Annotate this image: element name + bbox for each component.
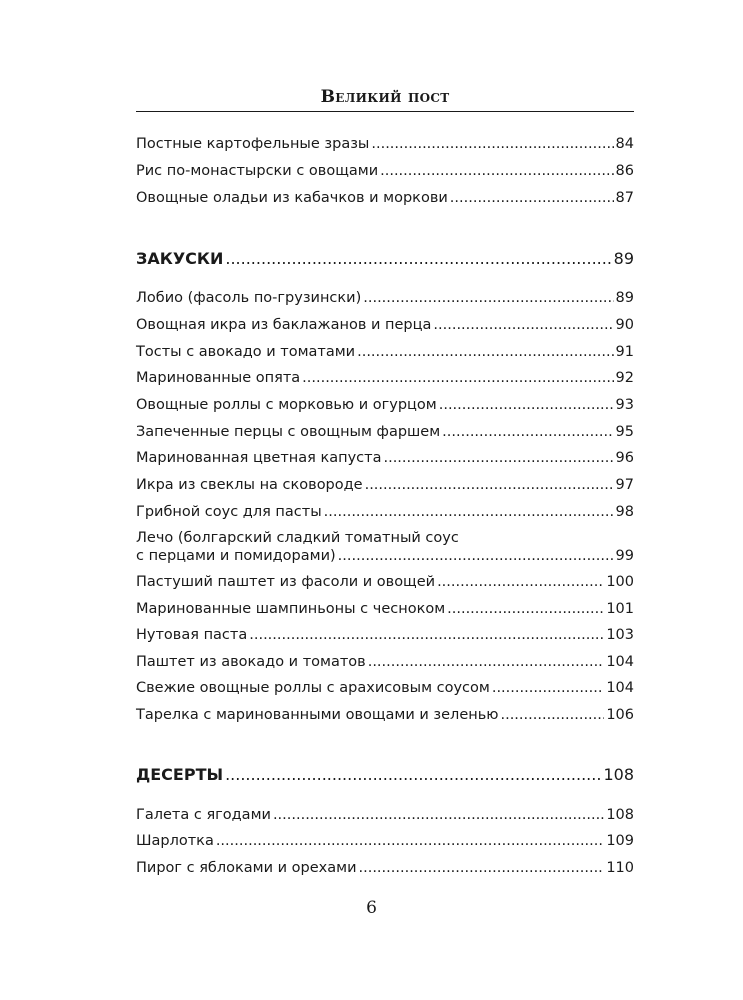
toc-entry-page: 93 [615,397,634,413]
dot-leader [302,369,613,387]
dot-leader [439,396,614,414]
toc-entry-title: Пирог с яблоками и орехами [136,860,357,876]
toc-entry [136,316,634,334]
toc-entry-title: Икра из свеклы на сковороде [136,477,363,493]
dot-leader [273,806,604,824]
toc-entry [136,369,634,387]
dot-leader [380,162,613,180]
toc-entry-title: Маринованные опята [136,370,301,386]
dot-leader [324,503,614,521]
dot-leader [437,573,604,591]
toc-entry-title: Постные картофельные зразы [136,136,370,152]
running-header: Великий пост [136,86,634,112]
toc-entry-page: 104 [606,680,634,696]
toc-entry [136,573,634,591]
toc-entry-page: 96 [615,450,634,466]
toc-entry [136,859,634,877]
toc-section-page: 89 [613,249,634,268]
page-number: 6 [366,898,377,918]
toc-entry-title: Шарлотка [136,833,214,849]
dot-leader [365,476,614,494]
toc-entry [136,396,634,414]
toc-entry [136,600,634,618]
dot-leader [225,766,601,784]
toc-entry [136,423,634,441]
toc-entry-page: 97 [615,477,634,493]
toc-entry-page: 98 [615,504,634,520]
dot-leader [371,135,613,153]
toc-entry [136,343,634,361]
toc-entry [136,679,634,697]
toc-section-title: ДЕСЕРТЫ [136,765,224,784]
toc-section [136,766,634,784]
toc-entry-title: Лобио (фасоль по-грузински) [136,290,362,306]
toc-section [136,250,634,268]
toc-entry-page: 86 [615,163,634,179]
dot-leader [359,859,605,877]
toc-entry-title: Овощные оладьи из кабачков и моркови [136,190,448,206]
toc-entry [136,626,634,644]
toc-entry-title-line2: с перцами и помидорами) [136,548,336,564]
toc-entry [136,289,634,307]
toc-section-title: ЗАКУСКИ [136,249,224,268]
dot-leader [500,706,604,724]
dot-leader [249,626,604,644]
dot-leader [433,316,613,334]
dot-leader [225,250,611,268]
toc-entry-page: 109 [606,833,634,849]
toc-entry-title: Галета с ягодами [136,807,271,823]
toc-entry-title: Маринованная цветная капуста [136,450,382,466]
toc-entry-title: Пастуший паштет из фасоли и овощей [136,574,436,590]
dot-leader [442,423,613,441]
toc-entry-title: Тарелка с маринованными овощами и зеленью [136,707,499,723]
toc-entry-page: 106 [606,707,634,723]
toc-entry [136,832,634,850]
toc-entry-title: Грибной соус для пасты [136,504,322,520]
dot-leader [447,600,604,618]
toc-entry [136,162,634,180]
toc-entry [136,547,634,565]
toc-entry [136,806,634,824]
toc-entry [136,706,634,724]
toc-entry-page: 108 [606,807,634,823]
toc-entry-title: Рис по-монастырски с овощами [136,163,379,179]
toc-entry [136,476,634,494]
dot-leader [368,653,605,671]
toc-entry-page: 95 [615,424,634,440]
toc-entry [136,653,634,671]
toc-entry-page: 110 [606,860,634,876]
toc-entry-title: Овощные роллы с морковью и огурцом [136,397,437,413]
toc-entry-title: Свежие овощные роллы с арахисовым соусом [136,680,490,696]
toc-entry-title: Запеченные перцы с овощным фаршем [136,424,441,440]
toc-section-page: 108 [603,765,634,784]
dot-leader [216,832,604,850]
toc-entry [136,449,634,467]
toc-entry-title: Овощная икра из баклажанов и перца [136,317,432,333]
toc-entry-page: 90 [615,317,634,333]
dot-leader [357,343,613,361]
toc-entry-page: 84 [615,136,634,152]
toc-entry-page: 100 [606,574,634,590]
toc-entry-page: 87 [615,190,634,206]
toc-entry-page: 99 [615,548,634,564]
dot-leader [338,547,614,565]
toc-entry-title: Паштет из авокадо и томатов [136,654,366,670]
toc-entry [136,503,634,521]
toc-entry [136,189,634,207]
toc-entry-page: 92 [615,370,634,386]
dot-leader [450,189,614,207]
toc-entry-title-line1: Лечо (болгарский сладкий томатный соус [136,530,459,546]
dot-leader [492,679,604,697]
toc-entry-title: Нутовая паста [136,627,248,643]
dot-leader [363,289,613,307]
dot-leader [383,449,613,467]
toc-entry-page: 104 [606,654,634,670]
toc-entry-page: 103 [606,627,634,643]
toc-entry-title: Тосты с авокадо и томатами [136,344,356,360]
toc-entry-page: 101 [606,601,634,617]
toc-entry-page: 91 [615,344,634,360]
toc-entry-title: Маринованные шампиньоны с чесноком [136,601,446,617]
toc-entry-page: 89 [615,290,634,306]
toc-entry [136,135,634,153]
